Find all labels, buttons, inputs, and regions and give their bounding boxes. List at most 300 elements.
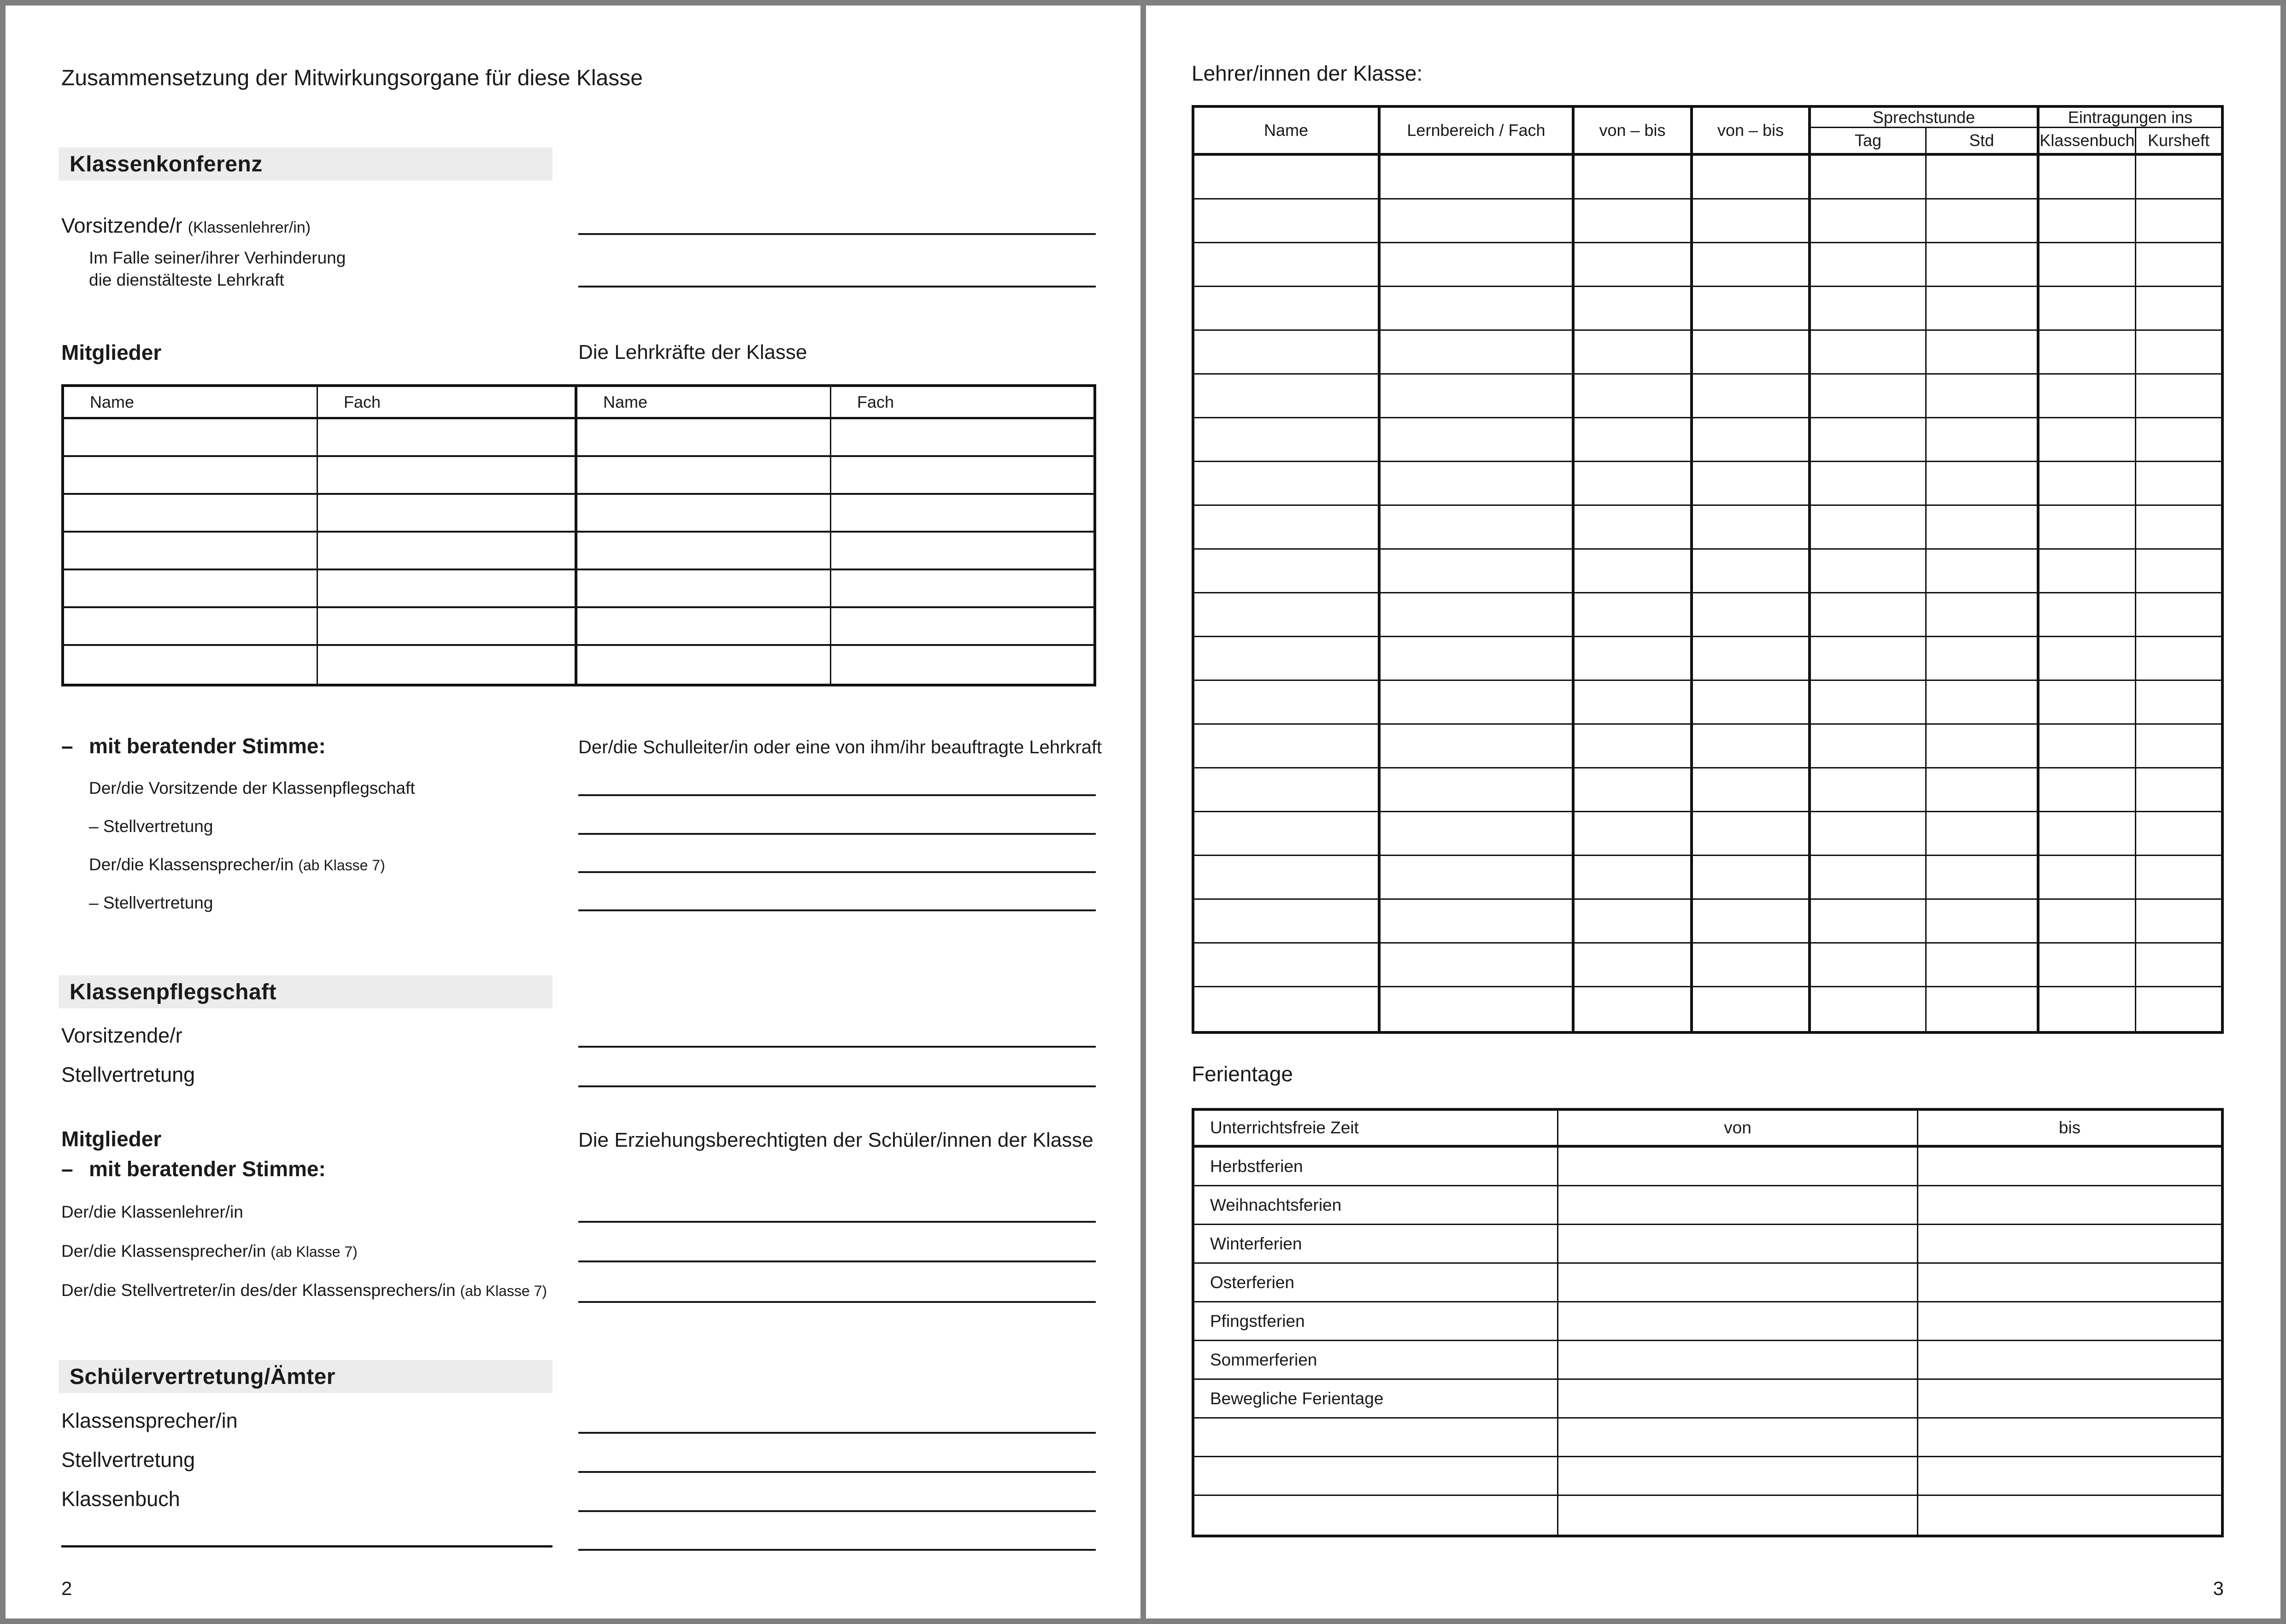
teachers-table [1192, 105, 2224, 1034]
teacher-empty-cell [2136, 681, 2221, 723]
teacher-empty-cell [1194, 462, 1381, 504]
kp-members-label: Mitglieder [61, 1127, 162, 1151]
ferientage-cell [1918, 1457, 2221, 1495]
ferientage-cell [1558, 1419, 1918, 1456]
teacher-empty-cell [1194, 812, 1381, 855]
teacher-empty-cell [1693, 550, 1811, 592]
advisory-caption: Der/die Schulleiter/in oder eine von ihm/ihr beauftragte Lehrkraft [578, 737, 1102, 757]
teacher-empty-cell [1693, 156, 1811, 198]
teacher-empty-cell [2136, 462, 2221, 504]
kk-item-2-line [578, 833, 1096, 835]
teacher-empty-row [1194, 768, 2221, 812]
members-empty-row [64, 495, 1093, 533]
col-von: von [1558, 1111, 1918, 1145]
ferientage-row-label: Bewegliche Ferientage [1194, 1380, 1558, 1417]
members-empty-cell [318, 646, 577, 684]
teacher-empty-cell [2136, 156, 2221, 198]
teacher-empty-cell [1927, 243, 2039, 286]
members-empty-cell [64, 457, 318, 493]
members-empty-cell [577, 533, 831, 569]
teacher-empty-row [1194, 375, 2221, 418]
teachers-table-header [1194, 108, 2221, 156]
kp-advisory-heading [61, 1156, 326, 1181]
teacher-empty-row [1194, 637, 2221, 681]
kp-advisory-dash: – [61, 1157, 73, 1181]
teacher-empty-cell [1927, 199, 2039, 242]
section-heading-label: Klassenkonferenz [70, 152, 263, 176]
teacher-empty-cell [1575, 856, 1693, 898]
kp-chair-label: Vorsitzende/r [61, 1024, 182, 1047]
kp-item-3-label: Der/die Stellvertreter/in des/der Klassensprechers/in [61, 1281, 456, 1300]
teacher-empty-cell [1927, 900, 2039, 942]
teacher-empty-cell [2136, 725, 2221, 767]
ferientage-cell [1918, 1264, 2221, 1301]
teacher-empty-cell [1194, 637, 1381, 680]
bottom-left-line [61, 1545, 552, 1548]
teacher-empty-row [1194, 156, 2221, 199]
ferientage-row-label: Herbstferien [1194, 1148, 1558, 1185]
teacher-empty-cell [1575, 725, 1693, 767]
ferientage-cell [1558, 1457, 1918, 1495]
teacher-empty-row [1194, 593, 2221, 637]
members-caption: Die Lehrkräfte der Klasse [578, 341, 807, 363]
members-empty-cell [318, 457, 577, 493]
ferientage-row-label: Winterferien [1194, 1225, 1558, 1262]
teacher-empty-cell [1575, 418, 1693, 461]
teacher-empty-cell [1811, 681, 1927, 723]
members-empty-cell [64, 533, 318, 569]
teacher-empty-cell [1693, 812, 1811, 855]
teacher-empty-cell [1194, 681, 1381, 723]
teacher-empty-cell [1575, 812, 1693, 855]
teacher-empty-cell [1194, 768, 1381, 811]
members-empty-cell [318, 608, 577, 644]
ferientage-row-label: Sommerferien [1194, 1341, 1558, 1378]
teacher-empty-cell [2039, 812, 2136, 855]
chair-label: Vorsitzende/r [61, 214, 182, 237]
members-empty-cell [831, 570, 1093, 606]
teacher-empty-cell [2039, 287, 2136, 329]
members-empty-cell [577, 570, 831, 606]
teacher-empty-cell [1381, 506, 1575, 548]
teacher-empty-cell [1811, 462, 1927, 504]
teacher-empty-cell [1811, 768, 1927, 811]
members-empty-cell [831, 457, 1093, 493]
teacher-empty-cell [2136, 593, 2221, 636]
teacher-empty-cell [2039, 550, 2136, 592]
teacher-empty-cell [1927, 944, 2039, 986]
ferientage-table [1192, 1108, 2224, 1537]
col-klassenbuch: Klassenbuch [2039, 128, 2136, 153]
col-tag: Tag [1811, 128, 1927, 153]
page-number-left: 2 [61, 1577, 72, 1599]
teacher-empty-cell [1575, 681, 1693, 723]
teacher-empty-cell [2039, 681, 2136, 723]
teacher-empty-cell [2039, 856, 2136, 898]
absence-line1: Im Falle seiner/ihrer Verhinderung [89, 248, 346, 267]
chair-row [61, 214, 311, 238]
ferientage-row [1194, 1186, 2221, 1225]
teacher-empty-cell [1811, 593, 1927, 636]
teacher-empty-cell [1194, 725, 1381, 767]
kp-deputy-line [578, 1085, 1096, 1087]
teacher-empty-cell [1194, 243, 1381, 286]
members-empty-cell [577, 646, 831, 684]
sv-item-2-line [578, 1471, 1096, 1473]
ferientage-cell [1918, 1419, 2221, 1456]
teacher-empty-cell [1194, 987, 1381, 1031]
teacher-empty-cell [1381, 944, 1575, 986]
teacher-empty-cell [2136, 375, 2221, 417]
members-empty-row [64, 533, 1093, 570]
teacher-empty-cell [2136, 987, 2221, 1031]
teacher-empty-cell [1927, 418, 2039, 461]
teacher-empty-cell [1811, 418, 1927, 461]
ferientage-row [1194, 1380, 2221, 1419]
teacher-empty-cell [1194, 418, 1381, 461]
teacher-empty-cell [1811, 331, 1927, 373]
section-heading-schuelervertretung [59, 1360, 552, 1393]
ferientage-title: Ferientage [1192, 1062, 1293, 1086]
teacher-empty-cell [1194, 900, 1381, 942]
ferientage-cell [1558, 1302, 1918, 1340]
teacher-empty-cell [1927, 637, 2039, 680]
teacher-empty-cell [1575, 550, 1693, 592]
members-empty-cell [831, 608, 1093, 644]
ferientage-row-label: Pfingstferien [1194, 1302, 1558, 1340]
col-von-bis-2: von – bis [1693, 108, 1811, 153]
teacher-empty-cell [1927, 593, 2039, 636]
teacher-empty-cell [1693, 637, 1811, 680]
ferientage-cell [1918, 1225, 2221, 1262]
teacher-empty-cell [1194, 287, 1381, 329]
ferientage-cell [1558, 1264, 1918, 1301]
members-empty-cell [577, 608, 831, 644]
chair-fill-line [578, 233, 1096, 235]
kk-item-3-line [578, 871, 1096, 873]
teacher-empty-cell [2136, 331, 2221, 373]
ferientage-row-label [1194, 1496, 1558, 1535]
ferientage-row [1194, 1225, 2221, 1264]
teacher-empty-cell [2136, 287, 2221, 329]
ferientage-row-label [1194, 1457, 1558, 1495]
members-col-name-1: Name [64, 387, 318, 417]
ferientage-cell [1918, 1148, 2221, 1185]
kp-item-3 [61, 1281, 547, 1300]
teacher-empty-cell [1381, 725, 1575, 767]
teacher-empty-cell [1811, 944, 1927, 986]
teacher-empty-cell [2039, 944, 2136, 986]
teacher-empty-cell [1381, 199, 1575, 242]
teacher-empty-cell [2039, 593, 2136, 636]
sv-item-3-line [578, 1510, 1096, 1512]
kk-item-4: – Stellvertretung [89, 893, 213, 912]
teacher-empty-cell [1194, 593, 1381, 636]
ferientage-table-body [1194, 1148, 2221, 1535]
teacher-empty-row [1194, 681, 2221, 725]
teacher-empty-cell [1575, 987, 1693, 1031]
teacher-empty-cell [1575, 506, 1693, 548]
teacher-empty-row [1194, 987, 2221, 1031]
page-title: Zusammensetzung der Mitwirkungsorgane für diese Klasse [61, 66, 643, 90]
page-number-right: 3 [2213, 1577, 2224, 1599]
kp-item-2-label: Der/die Klassensprecher/in [61, 1242, 266, 1261]
members-empty-cell [64, 419, 318, 455]
teacher-empty-cell [2136, 768, 2221, 811]
teacher-empty-row [1194, 944, 2221, 987]
teacher-empty-cell [1927, 856, 2039, 898]
teacher-empty-cell [1927, 156, 2039, 198]
teacher-empty-row [1194, 550, 2221, 593]
kp-advisory-label: mit beratender Stimme: [89, 1157, 326, 1181]
kp-item-1-line [578, 1221, 1096, 1223]
ferientage-cell [1558, 1186, 1918, 1224]
teacher-empty-row [1194, 462, 2221, 506]
teacher-empty-cell [1693, 944, 1811, 986]
section-heading-label: Schülervertretung/Ämter [70, 1364, 335, 1389]
teacher-empty-cell [1811, 550, 1927, 592]
teacher-empty-cell [1693, 506, 1811, 548]
teacher-empty-cell [2039, 375, 2136, 417]
teacher-empty-cell [1381, 375, 1575, 417]
teacher-empty-cell [1194, 375, 1381, 417]
teacher-empty-cell [1575, 944, 1693, 986]
teacher-empty-cell [1381, 856, 1575, 898]
teacher-empty-cell [2136, 856, 2221, 898]
kk-item-2: – Stellvertretung [89, 817, 213, 836]
ferientage-row-label: Osterferien [1194, 1264, 1558, 1301]
members-empty-cell [318, 533, 577, 569]
members-empty-cell [318, 419, 577, 455]
kk-item-3 [89, 855, 385, 874]
teacher-empty-cell [1927, 550, 2039, 592]
teacher-empty-cell [2136, 418, 2221, 461]
teacher-empty-cell [1693, 375, 1811, 417]
teacher-empty-row [1194, 725, 2221, 768]
absence-line2: die dienstälteste Lehrkraft [89, 270, 284, 289]
members-empty-cell [577, 457, 831, 493]
teacher-empty-cell [1575, 287, 1693, 329]
ferientage-row [1194, 1341, 2221, 1380]
members-empty-cell [831, 495, 1093, 531]
ferientage-row-label [1194, 1419, 1558, 1456]
members-empty-cell [577, 419, 831, 455]
ferientage-cell [1558, 1496, 1918, 1535]
teacher-empty-cell [2039, 506, 2136, 548]
members-empty-cell [64, 646, 318, 684]
teacher-empty-cell [1927, 768, 2039, 811]
teacher-empty-cell [1811, 856, 1927, 898]
teacher-empty-cell [1381, 418, 1575, 461]
teacher-empty-cell [1194, 156, 1381, 198]
teacher-empty-cell [1194, 856, 1381, 898]
teacher-empty-cell [1194, 199, 1381, 242]
kp-chair-line [578, 1046, 1096, 1048]
members-label: Mitglieder [61, 340, 162, 364]
teacher-empty-cell [1927, 331, 2039, 373]
teacher-empty-cell [1693, 681, 1811, 723]
teacher-empty-cell [1693, 856, 1811, 898]
members-col-fach-2: Fach [857, 392, 894, 411]
ferientage-cell [1558, 1380, 1918, 1417]
teacher-empty-cell [1811, 506, 1927, 548]
teacher-empty-cell [1194, 944, 1381, 986]
members-table-header [64, 387, 1093, 419]
members-col-fach-1: Fach [318, 387, 577, 417]
col-lernbereich-fach: Lernbereich / Fach [1381, 108, 1575, 153]
teacher-empty-cell [1693, 243, 1811, 286]
col-name: Name [1194, 108, 1381, 153]
teacher-empty-cell [1927, 812, 2039, 855]
kp-deputy-label: Stellvertretung [61, 1063, 195, 1086]
teacher-empty-cell [1381, 593, 1575, 636]
kp-item-2 [61, 1242, 358, 1261]
teacher-empty-cell [1381, 550, 1575, 592]
teacher-empty-cell [1693, 593, 1811, 636]
ferientage-cell [1558, 1225, 1918, 1262]
teacher-empty-cell [1927, 725, 2039, 767]
teacher-empty-cell [1927, 681, 2039, 723]
teacher-empty-cell [1811, 156, 1927, 198]
chair-note: (Klassenlehrer/in) [188, 219, 311, 236]
teacher-empty-cell [1693, 768, 1811, 811]
ferientage-cell [1918, 1341, 2221, 1378]
teacher-empty-row [1194, 287, 2221, 331]
ferientage-row [1194, 1457, 2221, 1496]
members-empty-cell [831, 419, 1093, 455]
teacher-empty-cell [1811, 199, 1927, 242]
ferientage-cell [1558, 1148, 1918, 1185]
teacher-empty-cell [2039, 768, 2136, 811]
col-von-bis-1: von – bis [1575, 108, 1693, 153]
teacher-empty-cell [2039, 156, 2136, 198]
kp-members-caption: Die Erziehungsberechtigten der Schüler/innen der Klasse [578, 1129, 1093, 1151]
sv-item-2: Stellvertretung [61, 1448, 195, 1472]
kp-item-1: Der/die Klassenlehrer/in [61, 1202, 243, 1221]
teacher-empty-row [1194, 506, 2221, 550]
ferientage-row [1194, 1302, 2221, 1341]
kk-item-4-line [578, 909, 1096, 911]
teacher-empty-cell [1575, 156, 1693, 198]
members-empty-row [64, 646, 1093, 684]
teacher-empty-cell [1381, 681, 1575, 723]
teacher-empty-cell [1381, 637, 1575, 680]
teacher-empty-row [1194, 331, 2221, 375]
teacher-empty-row [1194, 812, 2221, 856]
members-empty-row [64, 419, 1093, 457]
teacher-empty-cell [1575, 199, 1693, 242]
ferientage-row [1194, 1419, 2221, 1457]
teacher-empty-cell [2136, 506, 2221, 548]
teacher-empty-cell [1693, 987, 1811, 1031]
members-empty-cell [831, 646, 1093, 684]
kp-item-2-note: (ab Klasse 7) [270, 1243, 358, 1260]
teachers-title: Lehrer/innen der Klasse: [1192, 61, 1423, 85]
ferientage-cell [1918, 1186, 2221, 1224]
group-sprechstunde: Sprechstunde [1811, 108, 2039, 128]
teacher-empty-cell [1575, 462, 1693, 504]
members-table [61, 384, 1096, 686]
teacher-empty-cell [2039, 725, 2136, 767]
kk-item-1: Der/die Vorsitzende der Klassenpflegschaft [89, 779, 415, 797]
ferientage-row-label: Weihnachtsferien [1194, 1186, 1558, 1224]
teacher-empty-cell [2039, 418, 2136, 461]
absence-fill-line [578, 286, 1096, 287]
teacher-empty-cell [1927, 506, 2039, 548]
teacher-empty-cell [1381, 331, 1575, 373]
teacher-empty-cell [1811, 287, 1927, 329]
teacher-empty-cell [1381, 156, 1575, 198]
ferientage-cell [1918, 1302, 2221, 1340]
col-bis: bis [2058, 1118, 2081, 1137]
teacher-empty-cell [2039, 331, 2136, 373]
teacher-empty-cell [1381, 768, 1575, 811]
teacher-empty-cell [1811, 900, 1927, 942]
teacher-empty-cell [1381, 462, 1575, 504]
teacher-empty-cell [1693, 287, 1811, 329]
teacher-empty-cell [1693, 462, 1811, 504]
teacher-empty-cell [2136, 812, 2221, 855]
col-kursheft: Kursheft [2147, 131, 2210, 150]
members-empty-cell [64, 608, 318, 644]
teacher-empty-cell [2039, 462, 2136, 504]
teacher-empty-cell [1927, 987, 2039, 1031]
teacher-empty-cell [1575, 331, 1693, 373]
section-heading-klassenkonferenz [59, 147, 552, 181]
teacher-empty-cell [1811, 812, 1927, 855]
teacher-empty-cell [1194, 550, 1381, 592]
members-empty-row [64, 570, 1093, 608]
members-empty-cell [64, 570, 318, 606]
teacher-empty-cell [1693, 199, 1811, 242]
members-col-name-2: Name [577, 387, 831, 417]
teacher-empty-row [1194, 418, 2221, 462]
teacher-empty-cell [1194, 331, 1381, 373]
teacher-empty-cell [1693, 331, 1811, 373]
ferientage-cell [1918, 1380, 2221, 1417]
kp-item-3-line [578, 1301, 1096, 1303]
page-right [1146, 6, 2280, 1618]
teacher-empty-row [1194, 199, 2221, 243]
teacher-empty-cell [1811, 375, 1927, 417]
members-empty-cell [577, 495, 831, 531]
kk-item-3-label: Der/die Klassensprecher/in [89, 855, 294, 874]
kk-item-3-note: (ab Klasse 7) [298, 857, 385, 874]
teacher-empty-cell [1575, 243, 1693, 286]
teacher-empty-row [1194, 900, 2221, 944]
group-eintragungen-ins: Eintragungen ins [2039, 108, 2221, 128]
advisory-heading [61, 733, 326, 758]
sv-item-1: Klassensprecher/in [61, 1409, 238, 1432]
teacher-empty-cell [2039, 987, 2136, 1031]
members-empty-cell [831, 533, 1093, 569]
teacher-empty-row [1194, 856, 2221, 900]
advisory-dash: – [61, 734, 73, 758]
teacher-empty-cell [2136, 550, 2221, 592]
ferientage-row [1194, 1496, 2221, 1535]
ferientage-cell [1918, 1496, 2221, 1535]
teacher-empty-cell [1381, 900, 1575, 942]
teacher-empty-cell [2039, 199, 2136, 242]
teacher-empty-cell [2039, 243, 2136, 286]
teacher-empty-cell [1927, 287, 2039, 329]
teacher-empty-cell [1927, 375, 2039, 417]
kp-item-2-line [578, 1261, 1096, 1262]
teacher-empty-cell [1811, 987, 1927, 1031]
teachers-table-body [1194, 156, 2221, 1031]
teacher-empty-row [1194, 243, 2221, 287]
teacher-empty-cell [1693, 725, 1811, 767]
